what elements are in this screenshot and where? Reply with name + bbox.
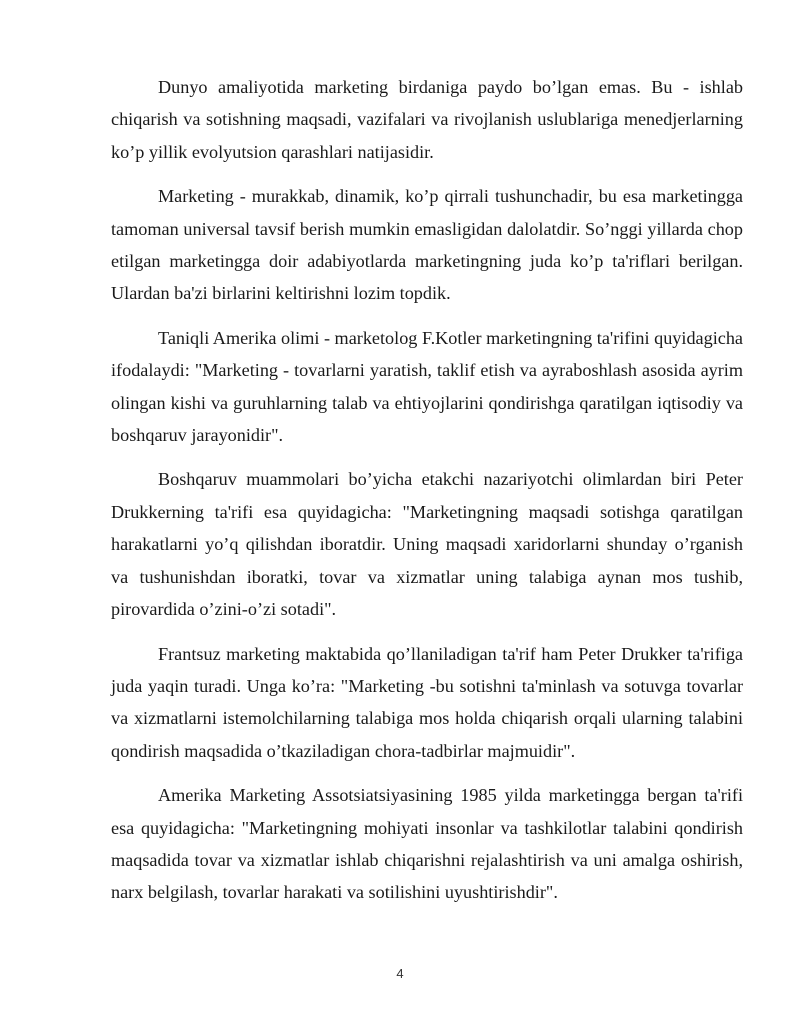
paragraph-6: Amerika Marketing Assotsiatsiyasining 1985 yilda marketingga bergan ta'rifi esa quyidagicha: "Marketingning mohiyati insonlar va tashkilotlar talabini qondirish maqsadida tovar va xizmatlar ishlab chiqarishni rejalashtirish va uni amalga oshirish, narx belgilash, tovarlar harakati va sotilishini uyushtirishdir". xyxy=(111,785,743,903)
paragraph-4: Boshqaruv muammolari bo’yicha etakchi nazariyotchi olimlardan biri Peter Drukkerning ta'rifi esa quyidagicha: "Marketingning maqsadi sotishga qaratilgan harakatlarni yo’q qilishdan iboratdir. Uning maqsadi xaridorlarni shunday o’rganish va tushunishdan iboratki, tovar va xizmatlar uning talabiga aynan mos tushib, pirovardida o’zini-o’zi sotadi". xyxy=(111,469,743,620)
paragraph-1: Dunyo amaliyotida marketing birdaniga paydo bo’lgan emas. Bu - ishlab chiqarish va sotishning maqsadi, vazifalari va rivojlanish uslublariga menedjerlarning ko’p yillik evolyutsion qarashlari natijasidir. xyxy=(111,77,743,162)
document-body xyxy=(111,71,743,921)
page-number: 4 xyxy=(396,966,404,981)
paragraph-3: Taniqli Amerika olimi - marketolog F.Kotler marketingning ta'rifini quyidagicha ifodalaydi: "Marketing - tovarlarni yaratish, taklif etish va ayraboshlash asosida ayrim olingan kishi va guruhlarning talab va ehtiyojlarini qondirishga qaratilgan iqtisodiy va boshqaruv jarayonidir". xyxy=(111,327,743,446)
paragraph-5: Frantsuz marketing maktabida qo’llaniladigan ta'rif ham Peter Drukker ta'rifiga juda yaqin turadi. Unga ko’ra: "Marketing -bu sotishni ta'minlash va sotuvga tovarlar va xizmatlarni istemolchilarning talabiga mos holda chiqarish orqali ularning talabini qondirish maqsadida o’tkaziladigan chora-tadbirlar majmuidir". xyxy=(111,643,743,761)
paragraph-2: Marketing - murakkab, dinamik, ko’p qirrali tushunchadir, bu esa marketingga tamoman universal tavsif berish mumkin emasligidan dalolatdir. So’nggi yillarda chop etilgan marketingga doir adabiyotlarda marketingning juda ko’p ta'riflari berilgan. Ulardan ba'zi birlarini keltirishni lozim topdik. xyxy=(111,186,743,304)
